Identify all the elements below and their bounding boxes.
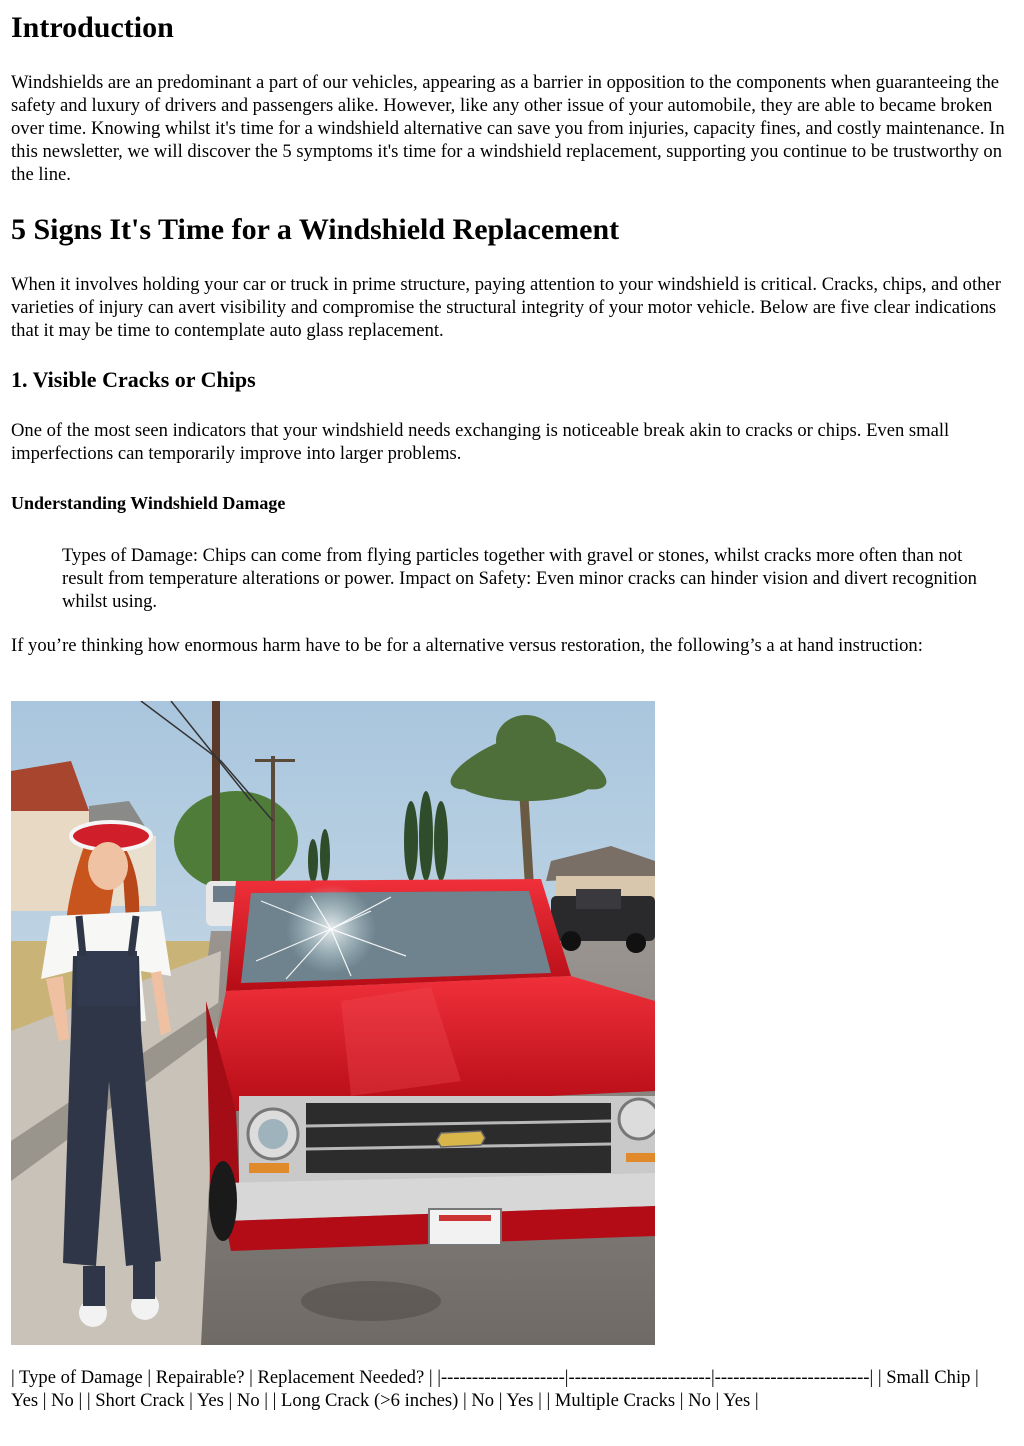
cracks-heading: 1. Visible Cracks or Chips <box>11 367 256 392</box>
guide-paragraph: If you’re thinking how enormous harm have to be for a alternative versus restoration, the following’s a at hand instruction: <box>11 635 923 656</box>
signs-heading: 5 Signs It's Time for a Windshield Replacement <box>11 213 620 246</box>
understanding-heading: Understanding Windshield Damage <box>11 493 286 513</box>
cracks-paragraph: One of the most seen indicators that your windshield needs exchanging is noticeable break akin to cracks or chips. Even small imperfections can temporarily improve into larger problems. <box>11 420 950 464</box>
introduction-heading: Introduction <box>11 11 174 44</box>
introduction-paragraph: Windshields are an predominant a part of our vehicles, appearing as a barrier in opposition to the components when guaranteeing the safety and luxury of drivers and passengers alike. However, like any other issue of your automobile, they are able to became broken over time. Knowing whilst it's time for a windshield alternative can save you from injuries, capacity fines, and costly maintenance. In this newsletter, we will discover the 5 symptoms it's time for a windshield replacement, supporting you continue to be trustworthy on the line. <box>11 72 1005 185</box>
damage-types-blockquote: Types of Damage: Chips can come from flying particles together with gravel or stones, whilst cracks more often than not result from temperature alterations or power. Impact on Safety: Even minor cracks can hinder vision and divert recognition whilst using. <box>62 545 977 612</box>
signs-paragraph: When it involves holding your car or truck in prime structure, paying attention to your windshield is critical. Cracks, chips, and other varieties of injury can avert visibility and compromise the structural integrity of your motor vehicle. Below are five clear indications that it may be time to contemplate auto glass replacement. <box>11 274 1001 341</box>
damage-table-markdown: | Type of Damage | Repairable? | Replacement Needed? | |--------------------|-----------------------|-------------------------| | Small Chip | Yes | No | | Short Crack | Yes | No | | Long Crack (>6 inches) | No | Yes | | Multiple Cracks | No | Yes | <box>11 1367 979 1411</box>
truck-photo <box>11 701 655 1345</box>
